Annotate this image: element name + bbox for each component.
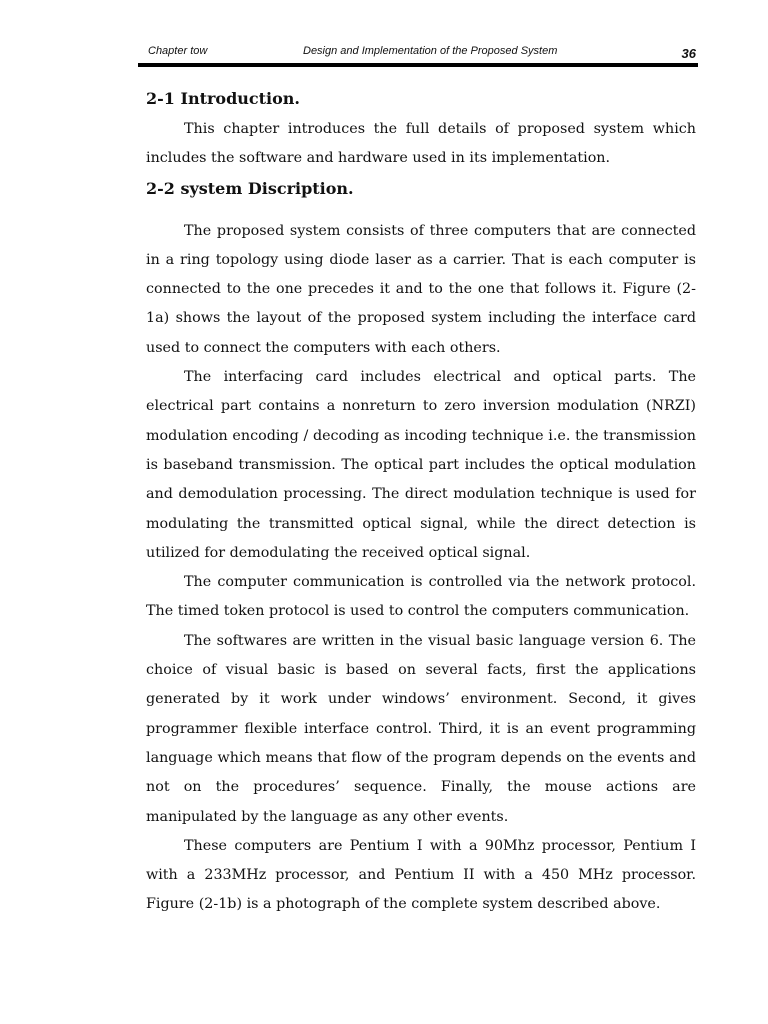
paragraph: These computers are Pentium I with a 90Mhz processor, Pentium I with a 233MHz processor, and Pentium II with a 450 MHz processor. Figure (2-1b) is a photograph of the complete system described above. [146,837,696,913]
chapter-label: Chapter tow [148,45,208,57]
paragraph: The proposed system consists of three computers that are connected in a ring topology using diode laser as a carrier. That is each computer is connected to the one precedes it and to the one that follows it. Figure (2-1a) shows the layout of the proposed system including the interface card used to connect the computers with each others. [146,222,696,356]
chapter-title: Design and Implementation of the Proposed System [303,45,558,57]
paragraph: This chapter introduces the full details of proposed system which includes the software and hardware used in its implementation. [146,121,696,167]
paragraph: The interfacing card includes electrical and optical parts. The electrical part contains a nonreturn to zero inversion modulation (NRZI) modulation encoding / decoding as incoding technique i.e. the transmission is baseband transmission. The optical part includes the optical modulation and demodulation processing. The direct modulation technique is used for modulating the transmitted optical signal, while the direct detection is utilized for demodulating the received optical signal. [146,369,696,561]
section-heading-introduction: 2-1 Introduction. [146,89,300,108]
paragraph: The softwares are written in the visual basic language version 6. The choice of visual basic is based on several facts, first the applications generated by it work under windows’ environment. Second, it gives programmer flexible interface control. Third, it is an event programming language which means that flow of the program depends on the events and not on the procedures’ sequence. Finally, the mouse actions are manipulated by the language as any other events. [146,632,696,825]
section-heading-system-description: 2-2 system Discription. [146,178,354,198]
paragraph: The computer communication is controlled via the network protocol. The timed token protocol is used to control the computers communication. [146,574,696,620]
page-header [138,42,698,62]
header-rule [138,63,698,67]
page-body [146,84,696,920]
page-number: 36 [681,46,696,61]
